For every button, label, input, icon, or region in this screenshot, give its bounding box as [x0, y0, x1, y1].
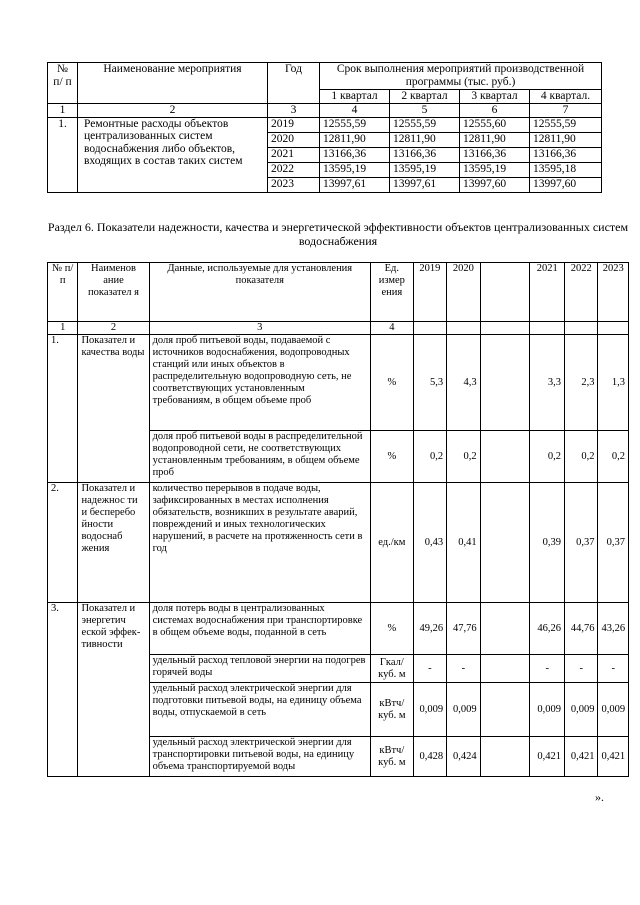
group-name: Показател и качества воды — [78, 335, 149, 483]
empty-cell — [480, 263, 530, 322]
empty-cell — [480, 335, 530, 431]
empty-cell — [530, 322, 565, 335]
year-cell: 2019 — [268, 117, 320, 132]
value-2020: 4,3 — [447, 335, 481, 431]
year-cell: 2021 — [268, 147, 320, 162]
unit-cell: ед./км — [370, 483, 413, 603]
value-2023: 0,421 — [598, 737, 629, 777]
value-2022: 0,2 — [564, 431, 598, 483]
value-cell: 13595,19 — [390, 162, 460, 177]
value-2020: 0,424 — [447, 737, 481, 777]
empty-cell — [480, 322, 530, 335]
indicators-table — [47, 262, 629, 777]
header-num: № п/п — [48, 263, 78, 322]
empty-cell — [564, 322, 598, 335]
year-cell: 2023 — [268, 177, 320, 192]
colnum: 2 — [78, 104, 268, 118]
colnum: 3 — [268, 104, 320, 118]
header-2020: 2020 — [447, 263, 481, 322]
value-2020: 47,76 — [447, 603, 481, 655]
header-2022: 2022 — [564, 263, 598, 322]
value-cell: 13595,19 — [460, 162, 530, 177]
value-cell: 13166,36 — [320, 147, 390, 162]
column-number-row — [48, 322, 629, 335]
value-2022: 44,76 — [564, 603, 598, 655]
item-name: Ремонтные расходы объектов централизованных систем водоснабжения либо объектов, входящих в состав таких систем — [78, 117, 268, 192]
data-cell: количество перерывов в подаче воды, зафиксированных в местах исполнения обязательств, возникших в результате аварий, повреждений и иных технологических нарушений, в расчете на протяженность сети в год — [149, 483, 370, 603]
value-2019: 49,26 — [413, 603, 447, 655]
header-2019: 2019 — [413, 263, 447, 322]
value-2023: - — [598, 655, 629, 683]
header-q2: 2 квартал — [390, 90, 460, 104]
table-row — [48, 117, 602, 132]
value-2023: 43,26 — [598, 603, 629, 655]
value-2019: 0,428 — [413, 737, 447, 777]
colnum: 3 — [149, 322, 370, 335]
colnum: 4 — [370, 322, 413, 335]
value-2020: - — [447, 655, 481, 683]
table-row — [48, 483, 629, 603]
header-name: Наименование мероприятия — [78, 63, 268, 104]
value-cell: 13595,18 — [530, 162, 602, 177]
empty-cell — [480, 683, 530, 737]
closing-quote-mark: ». — [595, 790, 604, 804]
header-name: Наименов ание показател я — [78, 263, 149, 322]
value-cell: 13997,60 — [460, 177, 530, 192]
colnum: 2 — [78, 322, 149, 335]
header-q3: 3 квартал — [460, 90, 530, 104]
header-unit: Ед. измер ения — [370, 263, 413, 322]
colnum: 5 — [390, 104, 460, 118]
value-cell: 12555,59 — [390, 117, 460, 132]
value-2022: 0,009 — [564, 683, 598, 737]
value-cell: 12555,59 — [530, 117, 602, 132]
empty-cell — [413, 322, 447, 335]
data-cell: доля потерь воды в централизованных системах водоснабжения при транспортировке в общем объеме воды, поданной в сеть — [149, 603, 370, 655]
empty-cell — [598, 322, 629, 335]
unit-cell: Гкал/ куб. м — [370, 655, 413, 683]
value-cell: 12811,90 — [530, 132, 602, 147]
header-term: Срок выполнения мероприятий производственной программы (тыс. руб.) — [320, 63, 602, 90]
data-cell: доля проб питьевой воды в распределительной водопроводной сети, не соответствующих установленным требованиям, в общем объеме проб — [149, 431, 370, 483]
value-cell: 12811,90 — [390, 132, 460, 147]
header-q4: 4 квартал. — [530, 90, 602, 104]
value-2021: 0,39 — [530, 483, 565, 603]
value-2021: 3,3 — [530, 335, 565, 431]
empty-cell — [480, 737, 530, 777]
value-2023: 1,3 — [598, 335, 629, 431]
value-2022: - — [564, 655, 598, 683]
value-cell: 13166,36 — [530, 147, 602, 162]
value-cell: 12555,59 — [320, 117, 390, 132]
year-cell: 2020 — [268, 132, 320, 147]
empty-cell — [480, 603, 530, 655]
header-data: Данные, используемые для установления показателя — [149, 263, 370, 322]
group-num: 3. — [48, 603, 78, 777]
header-year: Год — [268, 63, 320, 104]
value-cell: 13997,60 — [530, 177, 602, 192]
value-cell: 13166,36 — [390, 147, 460, 162]
header-2021: 2021 — [530, 263, 565, 322]
unit-cell: % — [370, 603, 413, 655]
value-2019: 0,43 — [413, 483, 447, 603]
value-2019: 0,009 — [413, 683, 447, 737]
table-row — [48, 603, 629, 655]
header-q1: 1 квартал — [320, 90, 390, 104]
group-num: 1. — [48, 335, 78, 483]
value-2020: 0,009 — [447, 683, 481, 737]
unit-cell: кВтч/ куб. м — [370, 683, 413, 737]
table-row — [48, 335, 629, 431]
value-2022: 2,3 — [564, 335, 598, 431]
data-cell: удельный расход электрической энергии для подготовки питьевой воды, на единицу объема воды, отпускаемой в сеть — [149, 683, 370, 737]
header-2023: 2023 — [598, 263, 629, 322]
value-2019: 5,3 — [413, 335, 447, 431]
unit-cell: кВтч/ куб. м — [370, 737, 413, 777]
colnum: 4 — [320, 104, 390, 118]
value-2021: - — [530, 655, 565, 683]
header-num: № п/ п — [48, 63, 78, 104]
group-num: 2. — [48, 483, 78, 603]
year-cell: 2022 — [268, 162, 320, 177]
colnum: 1 — [48, 104, 78, 118]
value-cell: 13166,36 — [460, 147, 530, 162]
value-2020: 0,41 — [447, 483, 481, 603]
value-2022: 0,421 — [564, 737, 598, 777]
empty-cell — [447, 322, 481, 335]
value-2023: 0,37 — [598, 483, 629, 603]
value-2021: 46,26 — [530, 603, 565, 655]
colnum: 6 — [460, 104, 530, 118]
colnum: 7 — [530, 104, 602, 118]
value-2021: 0,2 — [530, 431, 565, 483]
value-2020: 0,2 — [447, 431, 481, 483]
colnum: 1 — [48, 322, 78, 335]
group-name: Показател и надежнос ти и бесперебо йности водоснаб жения — [78, 483, 149, 603]
data-cell: удельный расход тепловой энергии на подогрев горячей воды — [149, 655, 370, 683]
data-cell: удельный расход электрической энергии для транспортировки питьевой воды, на единицу объема транспортируемой воды — [149, 737, 370, 777]
value-cell: 13997,61 — [320, 177, 390, 192]
value-2023: 0,2 — [598, 431, 629, 483]
column-number-row — [48, 104, 602, 118]
empty-cell — [480, 431, 530, 483]
section-title: Раздел 6. Показатели надежности, качества и энергетической эффективности объектов централизованных систем водоснабжения — [47, 220, 629, 248]
value-2022: 0,37 — [564, 483, 598, 603]
value-cell: 13997,61 — [390, 177, 460, 192]
value-2021: 0,421 — [530, 737, 565, 777]
unit-cell: % — [370, 431, 413, 483]
value-2019: 0,2 — [413, 431, 447, 483]
value-2021: 0,009 — [530, 683, 565, 737]
value-cell: 12811,90 — [460, 132, 530, 147]
repair-costs-table — [47, 62, 602, 193]
value-cell: 12811,90 — [320, 132, 390, 147]
value-cell: 12555,60 — [460, 117, 530, 132]
group-name: Показател и энергетич еской эффек- тивности — [78, 603, 149, 777]
item-num: 1. — [48, 117, 78, 192]
empty-cell — [480, 483, 530, 603]
value-2023: 0,009 — [598, 683, 629, 737]
empty-cell — [480, 655, 530, 683]
value-cell: 13595,19 — [320, 162, 390, 177]
value-2019: - — [413, 655, 447, 683]
data-cell: доля проб питьевой воды, подаваемой с источников водоснабжения, водопроводных станций или иных объектов в распределительную водопроводную сеть, не соответствующих установленным требованиям, в общем объеме проб — [149, 335, 370, 431]
unit-cell: % — [370, 335, 413, 431]
